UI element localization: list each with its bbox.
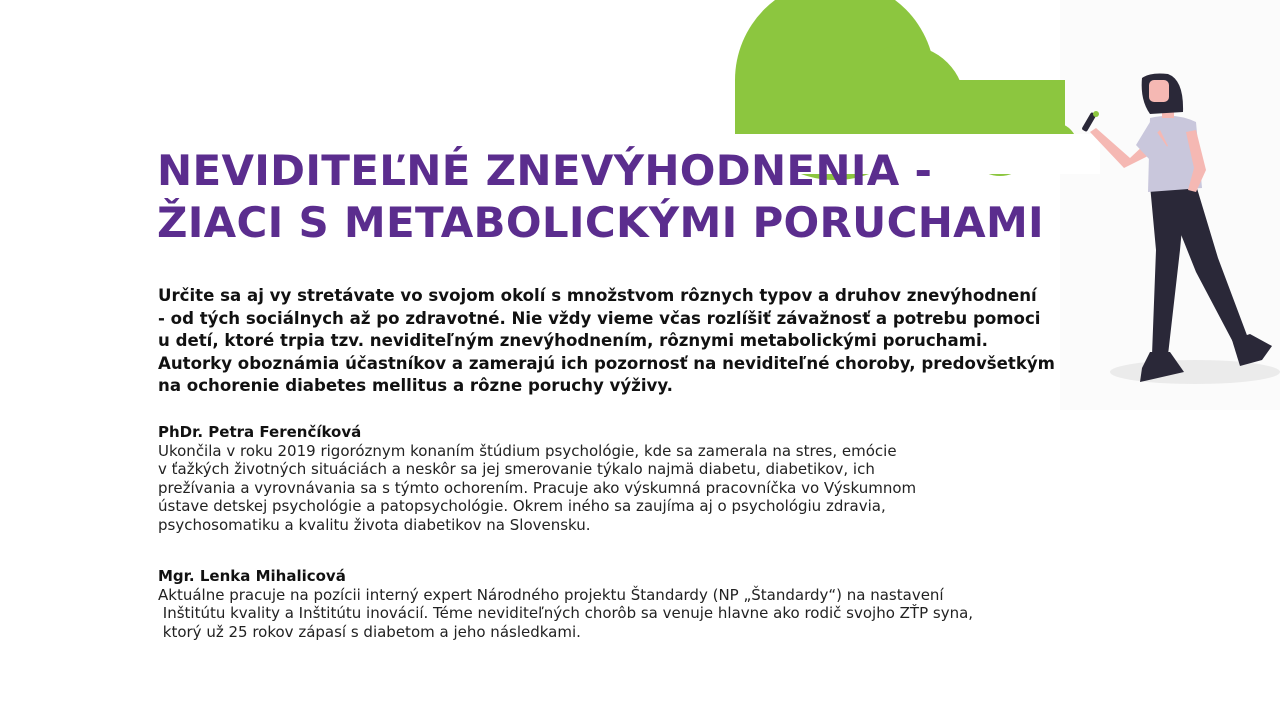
- bio-line: prežívania a vyrovnávania sa s týmto ochorením. Pracuje ako výskumná pracovníčka vo Výskumnom: [158, 478, 917, 497]
- bio-line: Ukončila v roku 2019 rigoróznym konaním štúdium psychológie, kde sa zamerala na stres, emócie: [158, 441, 897, 460]
- author-bio-mihalicova: [158, 567, 973, 641]
- bio-line: Inštitútu kvality a Inštitútu inovácií. Téme neviditeľných chorôb sa venuje hlavne ako rodič svojho ZŤP syna,: [158, 604, 974, 623]
- bio-line: ústave detskej psychológie a patopsychológie. Okrem iného sa zaujíma aj o psychológiu zdravia,: [158, 497, 886, 516]
- intro-line: - od tých sociálnych až po zdravotné. Nie vždy vieme včas rozlíšiť závažnosť a potrebu pomoci: [158, 308, 1041, 328]
- intro-line: Autorky oboznámia účastníkov a zamerajú ich pozornosť na neviditeľné choroby, predovšetkým: [158, 353, 1055, 373]
- author-bio-ferencikova: [158, 423, 916, 535]
- intro-paragraph: [158, 285, 1138, 398]
- page-title: [157, 145, 1044, 249]
- author-name: Mgr. Lenka Mihalicová: [158, 567, 346, 585]
- bio-line: v ťažkých životných situáciách a neskôr sa jej smerovanie týkalo najmä diabetu, diabetikov, ich: [158, 460, 875, 479]
- title-line-2: ŽIACI S METABOLICKÝMI PORUCHAMI: [157, 198, 1044, 247]
- intro-line: na ochorenie diabetes mellitus a rôzne poruchy výživy.: [158, 376, 673, 395]
- bio-line: ktorý už 25 rokov zápasí s diabetom a jeho následkami.: [158, 622, 581, 641]
- intro-line: u detí, ktoré trpia tzv. neviditeľným znevýhodnením, rôznymi metabolickými poruchami.: [158, 331, 988, 350]
- title-line-1: NEVIDITEĽNÉ ZNEVÝHODNENIA -: [157, 146, 933, 195]
- author-name: PhDr. Petra Ferenčíková: [158, 423, 362, 441]
- bio-line: psychosomatiku a kvalitu života diabetikov na Slovensku.: [158, 515, 591, 534]
- bio-line: Aktuálne pracuje na pozícii interný expert Národného projektu Štandardy (NP „Štandardy“) na nastavení: [158, 585, 944, 604]
- intro-line: Určite sa aj vy stretávate vo svojom okolí s množstvom rôznych typov a druhov znevýhodnení: [158, 286, 1037, 305]
